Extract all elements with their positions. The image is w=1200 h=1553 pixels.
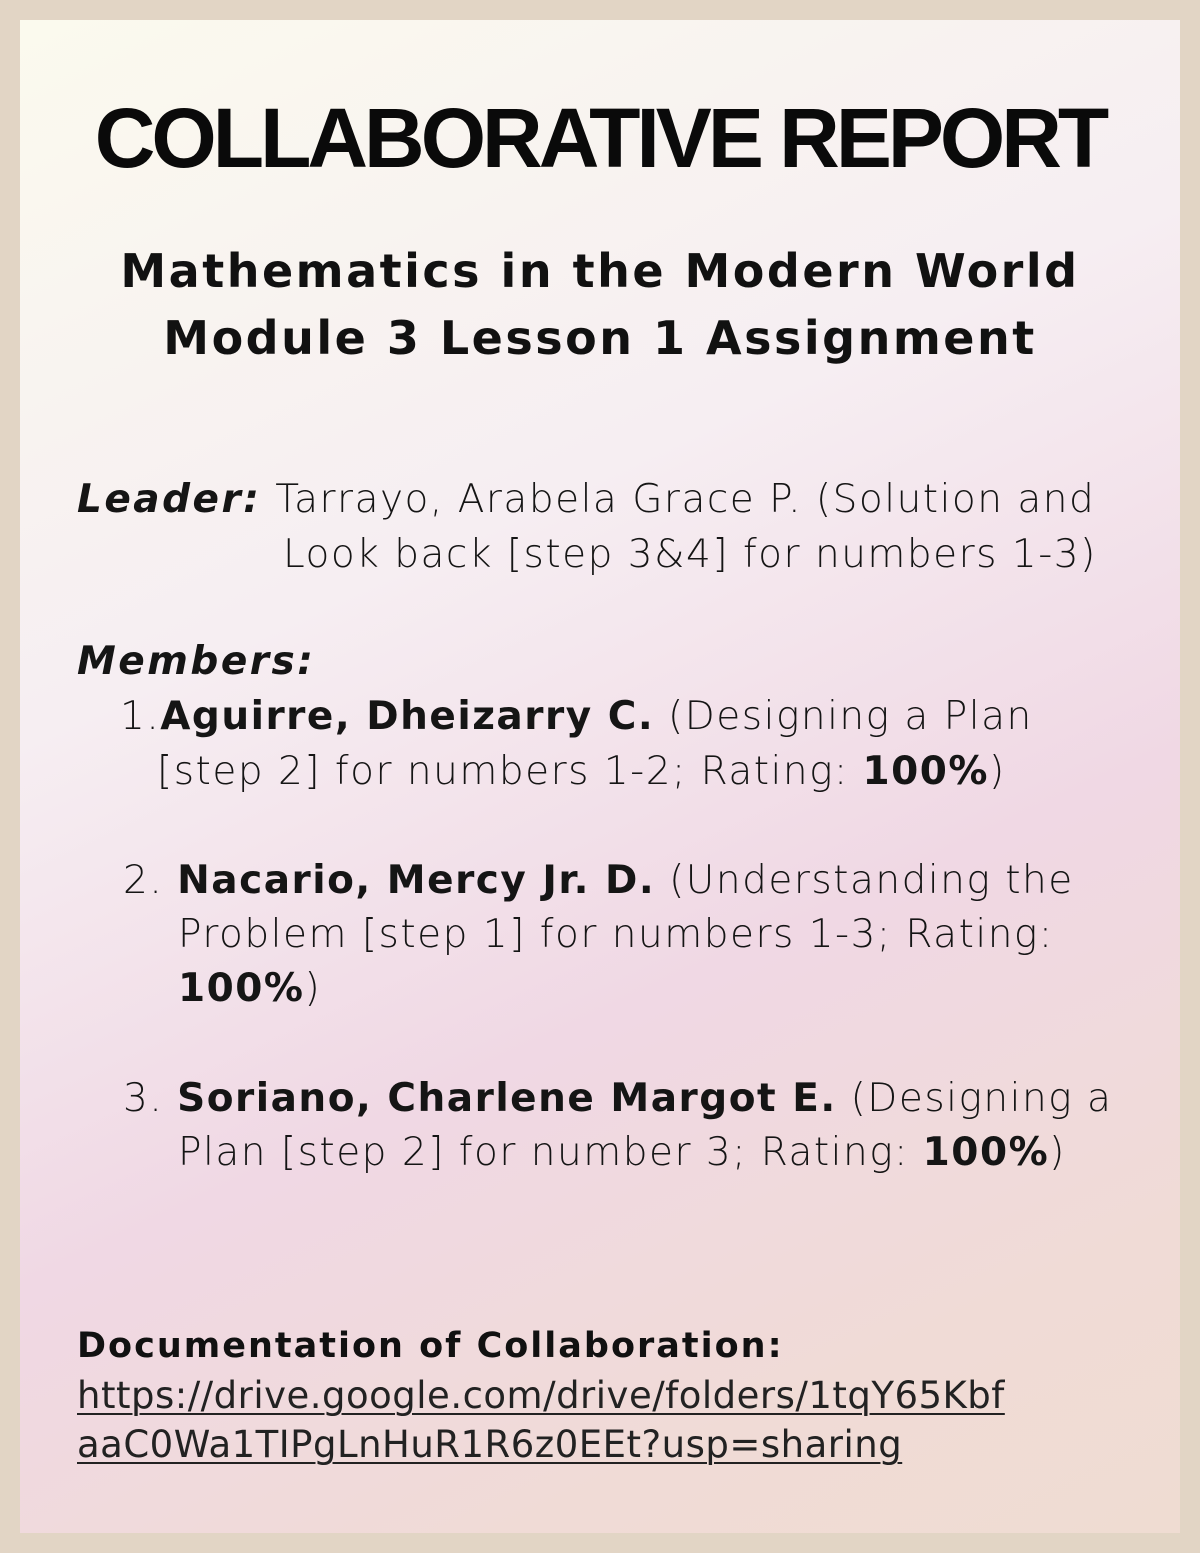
leader-text-1: Tarrayo, Arabela Grace P. (Solution and [275,477,1096,522]
member-1-name: Aguirre, Dheizarry C. [160,694,655,739]
member-3-number: 3. [123,1076,164,1121]
documentation-label: Documentation of Collaboration: [77,1326,784,1366]
member-1-close: ) [989,749,1006,794]
leader-label: Leader: [77,477,262,522]
member-3-desc-1: (Designing a [850,1076,1113,1121]
member-2-desc-2: Problem [step 1] for numbers 1-3; Rating: [178,912,1054,957]
member-3-name: Soriano, Charlene Margot E. [177,1076,837,1121]
member-1-rating: 100% [862,749,990,794]
member-3-rating: 100% [922,1130,1050,1175]
course-title: Mathematics in the Modern World [120,244,1080,298]
assignment-title: Module 3 Lesson 1 Assignment [163,311,1037,365]
documentation-link-line-1[interactable]: https://drive.google.com/drive/folders/1tqY65Kbf [77,1374,1005,1417]
member-2-line-2 [178,908,1053,962]
leader-line-2 [283,528,1097,582]
member-2-line-3 [178,962,321,1016]
member-2-rating: 100% [178,966,305,1011]
member-1-desc-1: (Designing a Plan [668,694,1033,739]
member-2-name: Nacario, Mercy Jr. D. [177,858,656,903]
member-2-line-1 [123,854,1074,908]
member-3-line-2 [178,1126,1066,1180]
report-page [20,20,1180,1533]
member-3-line-1 [123,1072,1112,1126]
member-1-number: 1. [120,694,161,739]
member-1-line-1 [120,690,1033,744]
leader-line-1 [77,473,1095,527]
members-heading [77,635,315,689]
member-2-desc-1: (Understanding the [669,858,1074,903]
member-1-line-2 [157,745,1006,799]
member-2-close: ) [304,966,322,1011]
member-3-desc-2: Plan [step 2] for number 3; Rating: [178,1130,923,1175]
leader-text-2: Look back [step 3&4] for numbers 1-3) [283,532,1097,577]
page-title: COLLABORATIVE REPORT [94,91,1106,185]
documentation-link-line-2[interactable]: aaC0Wa1TIPgLnHuR1R6z0EEt?usp=sharing [77,1423,903,1466]
members-label: Members: [77,639,316,684]
member-2-number: 2. [123,858,164,903]
member-1-desc-2: [step 2] for numbers 1-2; Rating: [157,749,863,794]
member-3-close: ) [1049,1130,1066,1175]
